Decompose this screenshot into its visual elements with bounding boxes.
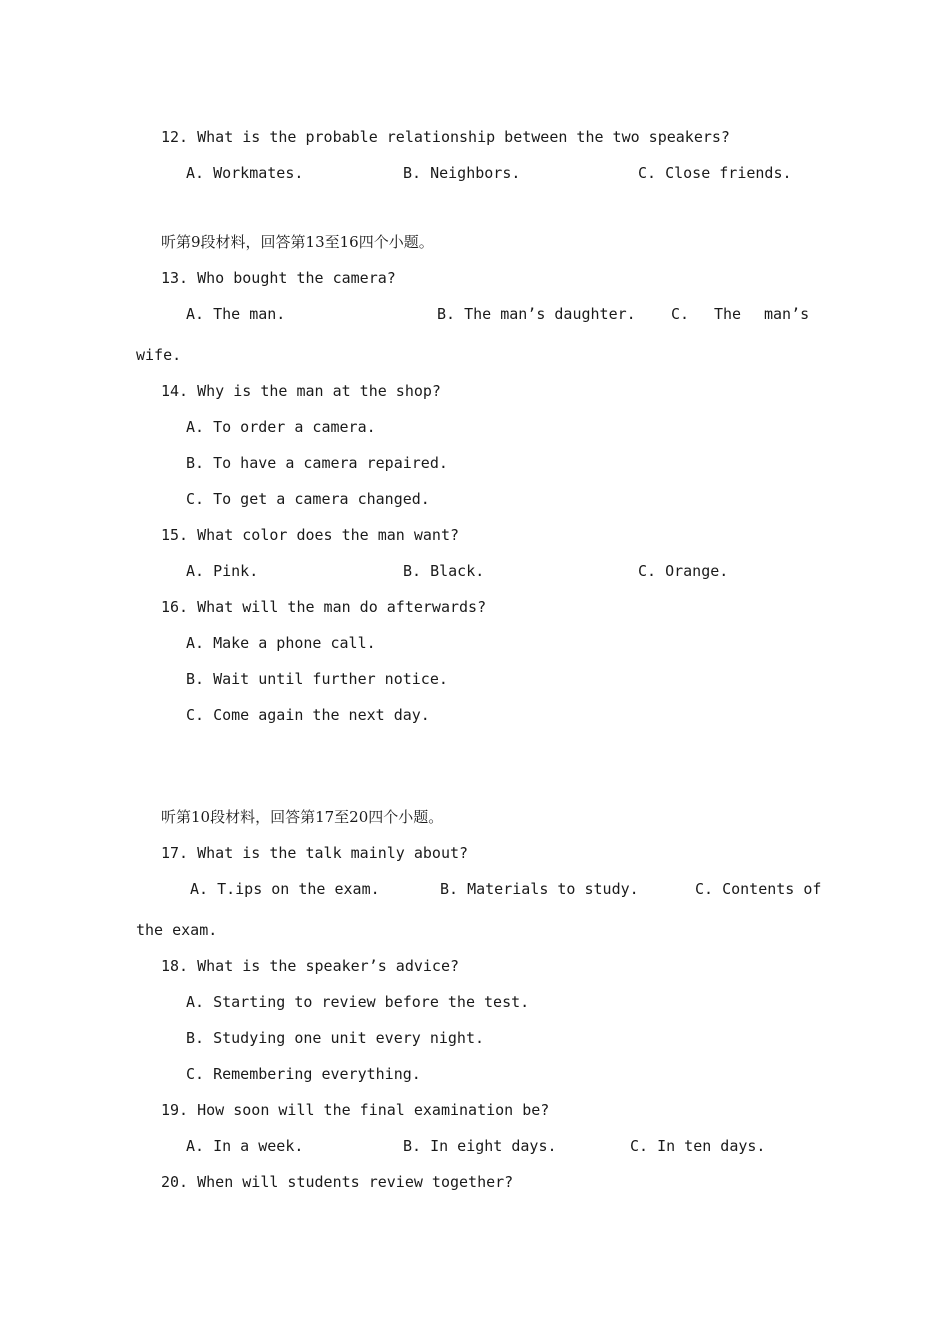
question-18-stem: 18. What is the speaker’s advice?: [161, 957, 460, 975]
question-12-option-b[interactable]: B. Neighbors.: [403, 164, 521, 182]
question-13-option-c-continuation: wife.: [136, 346, 182, 364]
question-12-stem: 12. What is the probable relationship between the two speakers?: [161, 128, 730, 146]
question-14-stem: 14. Why is the man at the shop?: [161, 382, 441, 400]
question-16-option-c[interactable]: C. Come again the next day.: [186, 706, 430, 724]
question-19-option-a[interactable]: A. In a week.: [186, 1137, 304, 1155]
question-13-option-b[interactable]: B. The man’s daughter.: [437, 305, 636, 323]
question-15-option-c[interactable]: C. Orange.: [638, 562, 729, 580]
question-14-option-c[interactable]: C. To get a camera changed.: [186, 490, 430, 508]
question-18-option-a[interactable]: A. Starting to review before the test.: [186, 993, 530, 1011]
question-17-option-c-continuation: the exam.: [136, 921, 218, 939]
question-17-option-b[interactable]: B. Materials to study.: [440, 880, 639, 898]
question-13-stem: 13. Who bought the camera?: [161, 269, 396, 287]
question-15-option-a[interactable]: A. Pink.: [186, 562, 259, 580]
question-19-option-b[interactable]: B. In eight days.: [403, 1137, 557, 1155]
question-12-option-c[interactable]: C. Close friends.: [638, 164, 792, 182]
question-16-option-a[interactable]: A. Make a phone call.: [186, 634, 376, 652]
question-18-option-b[interactable]: B. Studying one unit every night.: [186, 1029, 485, 1047]
question-14-option-a[interactable]: A. To order a camera.: [186, 418, 376, 436]
question-17-option-c[interactable]: C. Contents of: [695, 880, 822, 898]
question-16-option-b[interactable]: B. Wait until further notice.: [186, 670, 448, 688]
question-19-stem: 19. How soon will the final examination be?: [161, 1101, 550, 1119]
question-20-stem: 20. When will students review together?: [161, 1173, 514, 1191]
section-10-heading: 听第10段材料，回答第17至20四个小题。: [161, 808, 444, 826]
question-17-stem: 17. What is the talk mainly about?: [161, 844, 469, 862]
question-15-stem: 15. What color does the man want?: [161, 526, 460, 544]
question-13-option-a[interactable]: A. The man.: [186, 305, 286, 323]
question-17-option-a[interactable]: A. T.ips on the exam.: [190, 880, 380, 898]
question-18-option-c[interactable]: C. Remembering everything.: [186, 1065, 421, 1083]
question-15-option-b[interactable]: B. Black.: [403, 562, 485, 580]
question-12-option-a[interactable]: A. Workmates.: [186, 164, 304, 182]
question-16-stem: 16. What will the man do afterwards?: [161, 598, 487, 616]
question-13-option-c-word-1: The: [714, 305, 742, 323]
question-19-option-c[interactable]: C. In ten days.: [630, 1137, 766, 1155]
section-9-heading: 听第9段材料，回答第13至16四个小题。: [161, 233, 434, 251]
question-14-option-b[interactable]: B. To have a camera repaired.: [186, 454, 448, 472]
question-13-option-c-label[interactable]: C.: [671, 305, 690, 323]
question-13-option-c-word-2: man’s: [764, 305, 810, 323]
